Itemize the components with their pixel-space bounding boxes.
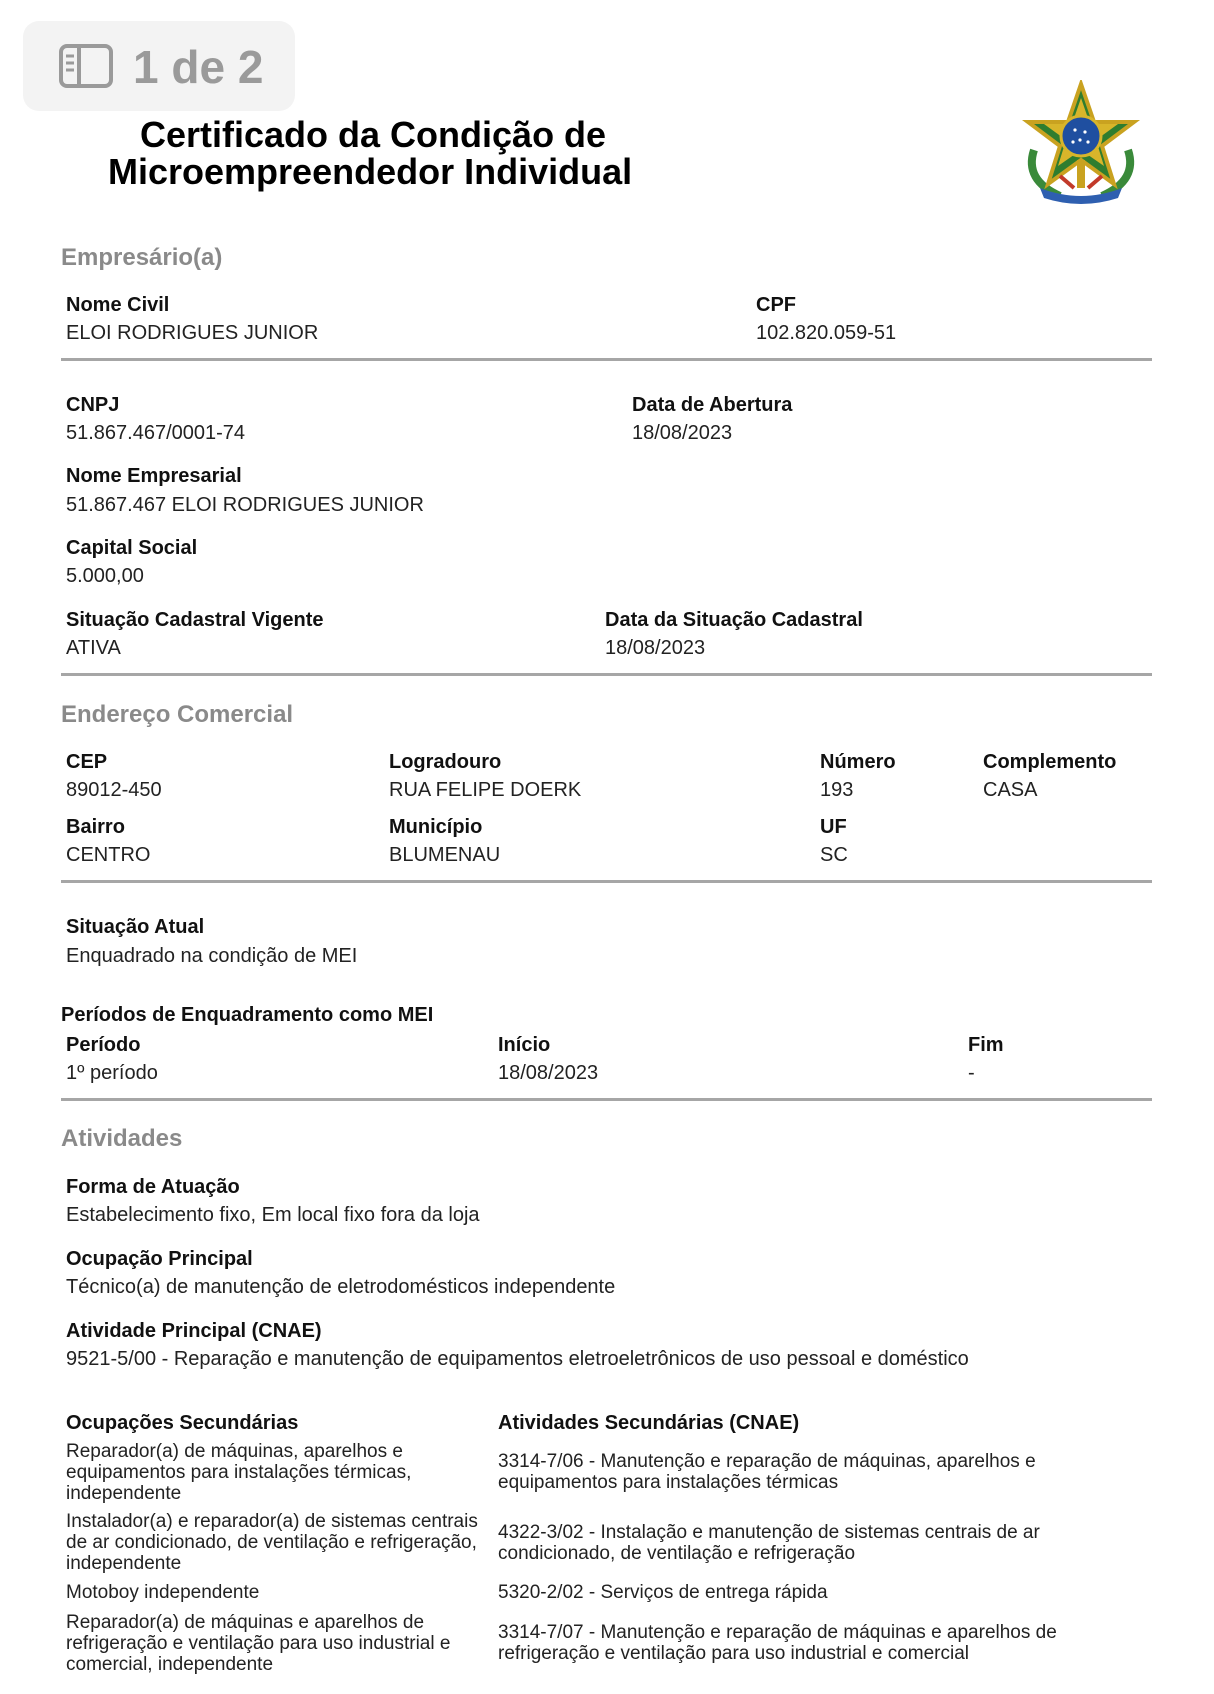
page-indicator: 1 de 2 <box>133 41 264 93</box>
complemento-value: CASA <box>983 779 1038 801</box>
divider <box>61 1098 1152 1101</box>
inicio-cell: 18/08/2023 <box>498 1062 599 1084</box>
numero-label: Número <box>820 751 896 773</box>
periodo-col-header: Período <box>66 1034 141 1056</box>
logradouro-value: RUA FELIPE DOERK <box>389 779 582 801</box>
cnpj-label: CNPJ <box>66 394 120 416</box>
list-item: Motoboy independente <box>66 1582 260 1603</box>
atividades-secundarias-label: Atividades Secundárias (CNAE) <box>498 1412 800 1434</box>
divider <box>61 880 1152 883</box>
nome-empresarial-value: 51.867.467 ELOI RODRIGUES JUNIOR <box>66 494 424 516</box>
nome-civil-label: Nome Civil <box>66 294 170 316</box>
logradouro-label: Logradouro <box>389 751 502 773</box>
ocupacao-principal-label: Ocupação Principal <box>66 1248 253 1270</box>
list-item: Reparador(a) de máquinas e aparelhos de refrigeração e ventilação para uso industrial e comercial, independente <box>66 1612 451 1675</box>
section-endereco: Endereço Comercial <box>61 701 294 728</box>
abertura-value: 18/08/2023 <box>632 422 733 444</box>
situacao-atual-value: Enquadrado na condição de MEI <box>66 945 358 967</box>
section-empresario: Empresário(a) <box>61 244 223 271</box>
bairro-label: Bairro <box>66 816 125 838</box>
municipio-value: BLUMENAU <box>389 844 501 866</box>
ocupacoes-secundarias-label: Ocupações Secundárias <box>66 1412 299 1434</box>
abertura-label: Data de Abertura <box>632 394 793 416</box>
capital-social-label: Capital Social <box>66 537 198 559</box>
situacao-atual-label: Situação Atual <box>66 916 205 938</box>
section-atividades: Atividades <box>61 1125 183 1152</box>
list-item: 3314-7/07 - Manutenção e reparação de máquinas e aparelhos de refrigeração e ventilação para uso industrial e comercial <box>498 1622 1057 1664</box>
municipio-label: Município <box>389 816 483 838</box>
atividade-principal-value: 9521-5/00 - Reparação e manutenção de equipamentos eletroeletrônicos de uso pessoal e doméstico <box>66 1348 969 1370</box>
list-item: 5320-2/02 - Serviços de entrega rápida <box>498 1582 828 1603</box>
numero-value: 193 <box>820 779 854 801</box>
inicio-col-header: Início <box>498 1034 551 1056</box>
list-item: 4322-3/02 - Instalação e manutenção de sistemas centrais de ar condicionado, de ventilação e refrigeração <box>498 1522 1040 1564</box>
fim-col-header: Fim <box>968 1034 1004 1056</box>
cnpj-value: 51.867.467/0001-74 <box>66 422 246 444</box>
fim-cell: - <box>968 1062 975 1084</box>
data-situacao-label: Data da Situação Cadastral <box>605 609 863 631</box>
list-item: Reparador(a) de máquinas, aparelhos e equipamentos para instalações térmicas, independente <box>66 1441 412 1504</box>
data-situacao-value: 18/08/2023 <box>605 637 706 659</box>
list-item: Instalador(a) e reparador(a) de sistemas centrais de ar condicionado, de ventilação e refrigeração, independente <box>66 1511 478 1574</box>
cep-label: CEP <box>66 751 108 773</box>
uf-label: UF <box>820 816 847 838</box>
situacao-cadastral-value: ATIVA <box>66 637 121 659</box>
cpf-label: CPF <box>756 294 796 316</box>
page-title-line2: Microempreendedor Individual <box>108 151 633 192</box>
periodos-title: Períodos de Enquadramento como MEI <box>61 1004 434 1026</box>
ocupacao-principal-value: Técnico(a) de manutenção de eletrodomésticos independente <box>66 1276 616 1298</box>
forma-atuacao-label: Forma de Atuação <box>66 1176 240 1198</box>
nome-empresarial-label: Nome Empresarial <box>66 465 242 487</box>
brazil-coat-of-arms-icon <box>1020 80 1142 204</box>
divider <box>61 358 1152 361</box>
list-item: 3314-7/06 - Manutenção e reparação de máquinas, aparelhos e equipamentos para instalações térmicas <box>498 1451 1036 1493</box>
sidebar-panel-icon[interactable] <box>59 44 113 88</box>
atividade-principal-label: Atividade Principal (CNAE) <box>66 1320 322 1342</box>
cep-value: 89012-450 <box>66 779 162 801</box>
complemento-label: Complemento <box>983 751 1117 773</box>
capital-social-value: 5.000,00 <box>66 565 144 587</box>
uf-value: SC <box>820 844 848 866</box>
cpf-value: 102.820.059-51 <box>756 322 897 344</box>
forma-atuacao-value: Estabelecimento fixo, Em local fixo fora da loja <box>66 1204 480 1226</box>
nome-civil-value: ELOI RODRIGUES JUNIOR <box>66 322 319 344</box>
periodo-cell: 1º período <box>66 1062 158 1084</box>
bairro-value: CENTRO <box>66 844 151 866</box>
divider <box>61 673 1152 676</box>
situacao-cadastral-label: Situação Cadastral Vigente <box>66 609 324 631</box>
page-title-line1: Certificado da Condição de <box>140 114 607 155</box>
